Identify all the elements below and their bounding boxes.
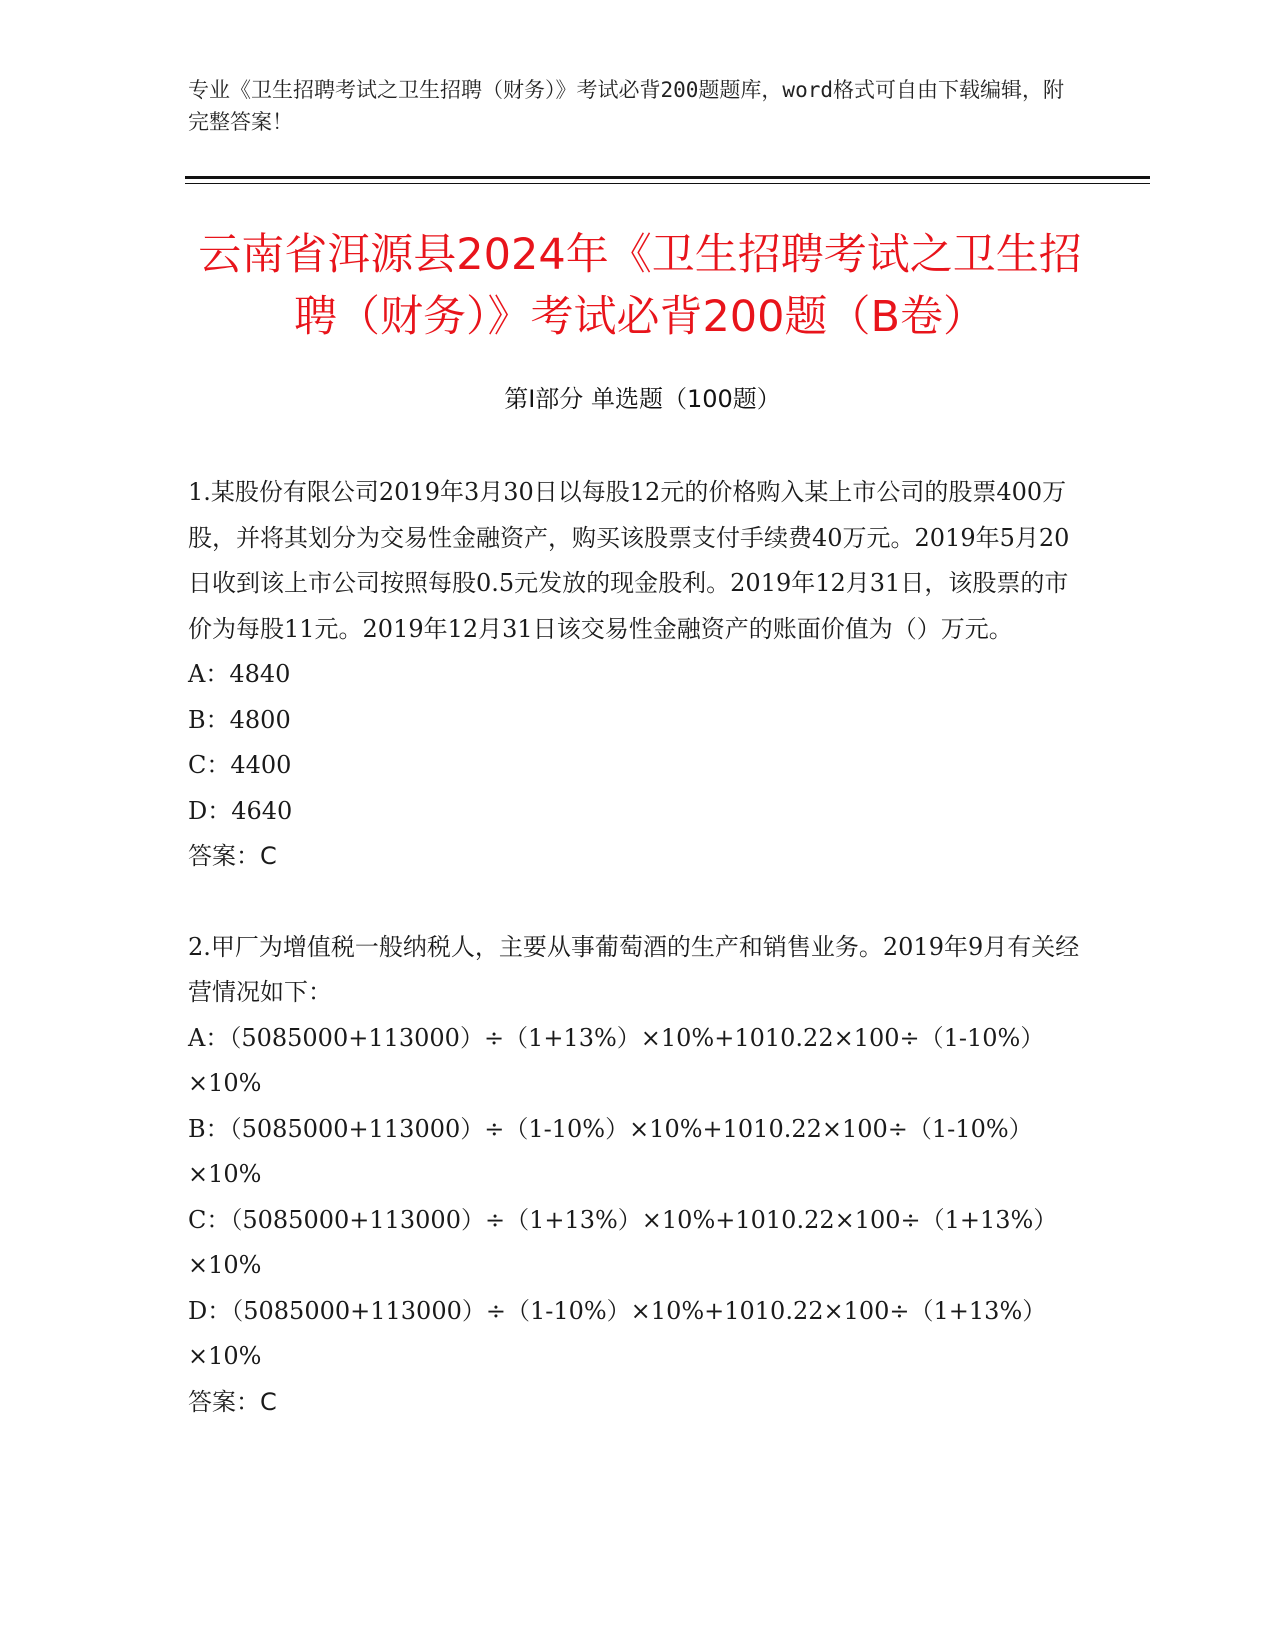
header-divider-thick — [185, 176, 1150, 179]
question-stem: 2.甲厂为增值税一般纳税人，主要从事葡萄酒的生产和销售业务。2019年9月有关经营情况如下： — [188, 932, 1080, 1006]
question-list — [188, 470, 1088, 1425]
question-1 — [188, 470, 1088, 880]
answer: 答案：C — [188, 1387, 277, 1416]
question-stem: 1.某股份有限公司2019年3月30日以每股12元的价格购入某上市公司的股票400万股，并将其划分为交易性金融资产，购买该股票支付手续费40万元。2019年5月20日收到该上市公司按照每股0.5元发放的现金股利。2019年12月31日，该股票的市价为每股11元。2019年12月31日该交易性金融资产的账面价值为（）万元。 — [188, 478, 1070, 643]
option-c: C：4400 — [188, 751, 292, 779]
option-a: A：4840 — [188, 660, 291, 688]
option-b: B：4800 — [188, 705, 291, 734]
header-note: 专业《卫生招聘考试之卫生招聘（财务）》考试必背200题题库，word格式可自由下载编辑，附完整答案！ — [188, 78, 1064, 134]
section-title: 第Ⅰ部分 单选题（100题） — [504, 385, 781, 413]
option-c: C：（5085000+113000）÷（1+13%）×10%+1010.22×100÷（1+13%）×10% — [188, 1205, 1058, 1279]
question-2 — [188, 925, 1088, 1426]
document-title: 云南省洱源县2024年《卫生招聘考试之卫生招聘（财务）》考试必背200题（B卷） — [198, 230, 1082, 342]
option-d: D：（5085000+113000）÷（1-10%）×10%+1010.22×100÷（1+13%）×10% — [188, 1296, 1047, 1370]
question-spacer — [188, 880, 1088, 925]
answer: 答案：C — [188, 842, 277, 870]
option-b: B：（5085000+113000）÷（1-10%）×10%+1010.22×100÷（1-10%）×10% — [188, 1114, 1033, 1188]
option-d: D：4640 — [188, 796, 293, 825]
header-divider-thin — [185, 183, 1150, 184]
option-a: A：（5085000+113000）÷（1+13%）×10%+1010.22×100÷（1-10%）×10% — [188, 1023, 1045, 1097]
